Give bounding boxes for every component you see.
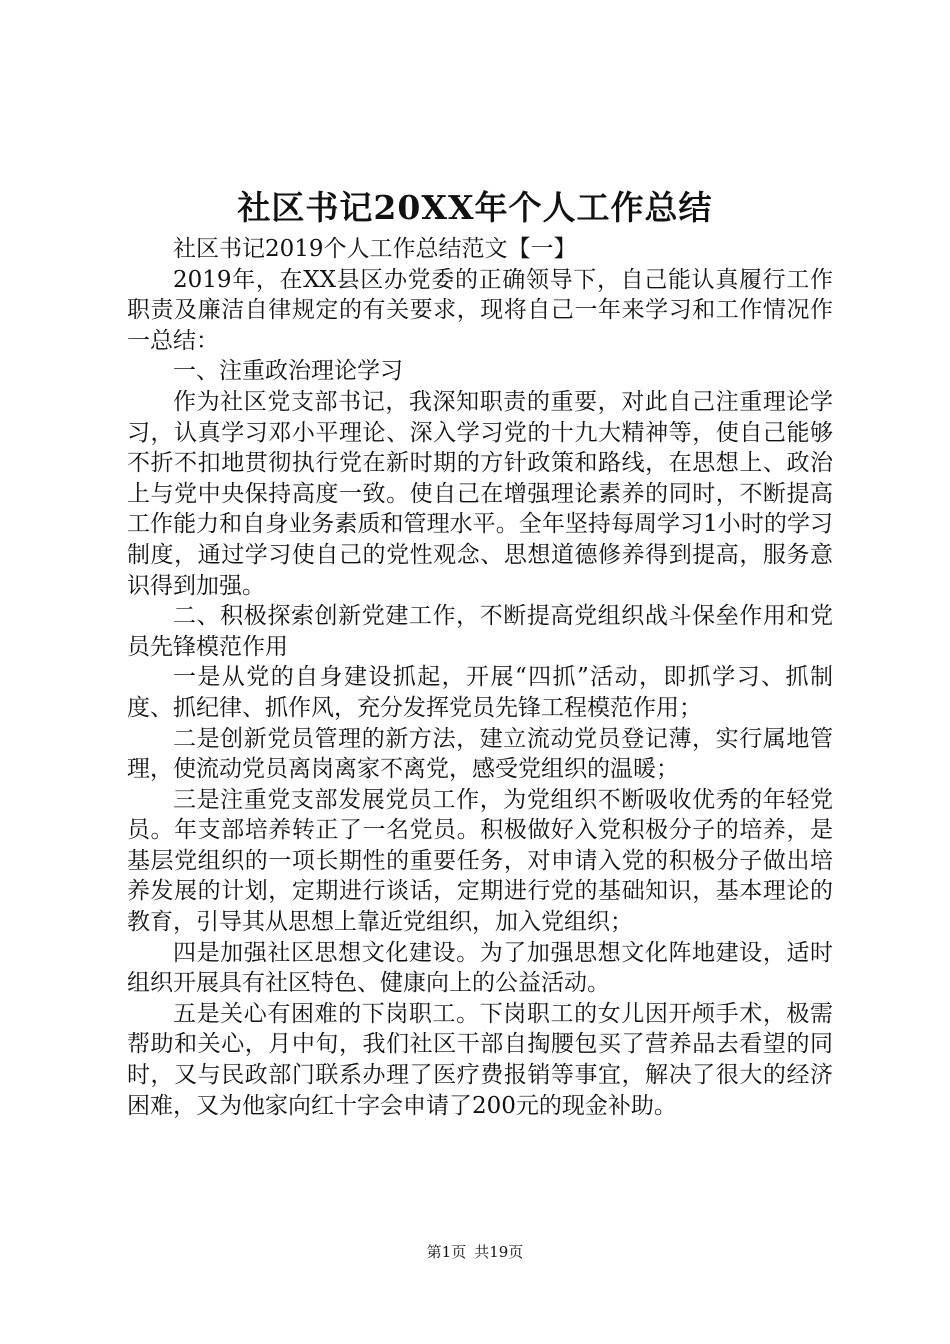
paragraph-item-3: 三是注重党支部发展党员工作，为党组织不断吸收优秀的年轻党员。年支部培养转正了一名党员。积极做好入党积极分子的培养，是基层党组织的一项长期性的重要任务，对申请入党的积极分子做出培养发展的计划，定期进行谈话，定期进行党的基础知识，基本理论的教育，引导其从思想上靠近党组织，加入党组织； [127,786,833,936]
page-number: 第1页 [426,1243,467,1261]
paragraph-item-4: 四是加强社区思想文化建设。为了加强思想文化阵地建设，适时组织开展具有社区特色、健康向上的公益活动。 [127,939,833,997]
section-heading-2: 二、积极探索创新党建工作，不断提高党组织战斗保垒作用和党员先锋模范作用 [127,603,833,660]
paragraph-item-1: 一是从党的自身建设抓起，开展“四抓”活动，即抓学习、抓制度、抓纪律、抓作风，充分发挥党员先锋工程模范作用； [127,664,833,721]
section-heading-1: 一、注重政治理论学习 [173,358,403,385]
section-heading-intro: 社区书记2019个人工作总结范文【一】 [173,236,577,262]
page-total: 共19页 [474,1243,524,1261]
paragraph-item-2: 二是创新党员管理的新方法，建立流动党员登记薄，实行属地管理，使流动党员离岗离家不离党，感受党组织的温暖； [127,725,833,783]
paragraph-theory-study: 作为社区党支部书记，我深知职责的重要，对此自己注重理论学习，认真学习邓小平理论、深入学习党的十九大精神等，使自己能够不折不扣地贯彻执行党在新时期的方针政策和路线，在思想上、政治上与党中央保持高度一致。使自己在增强理论素养的同时，不断提高工作能力和自身业务素质和管理水平。全年坚持每周学习1小时的学习制度，通过学习使自己的党性观念、思想道德修养得到提高，服务意识得到加强。 [127,388,833,599]
page-footer [0,1242,950,1262]
paragraph-opening: 2019年，在XX县区办党委的正确领导下，自己能认真履行工作职责及廉洁自律规定的有关要求，现将自己一年来学习和工作情况作一总结： [127,266,833,354]
paragraph-item-5: 五是关心有困难的下岗职工。下岗职工的女儿因开颅手术，极需帮助和关心，月中旬，我们社区干部自掏腰包买了营养品去看望的同时，又与民政部门联系办理了医疗费报销等事宜，解决了很大的经济困难，又为他家向红十字会申请了200元的现金补助。 [127,1000,833,1119]
document-title: 社区书记20XX年个人工作总结 [237,188,713,227]
document-body [127,234,833,1121]
